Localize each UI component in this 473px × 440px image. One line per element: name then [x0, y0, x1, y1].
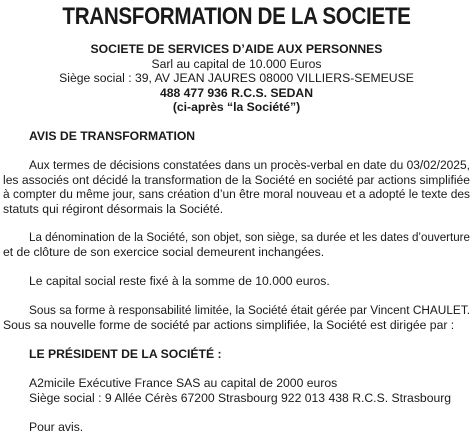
page-title: TRANSFORMATION DE LA SOCIETE — [62, 3, 411, 30]
paragraph-decisions-line-2: les associés ont décidé la transformation de la Société en société par actions simplifiée — [3, 172, 471, 187]
paragraph-decisions-line-3: à compter du même jour, sans création d’un être moral nouveau et a adopté le texte des — [3, 187, 470, 202]
paragraph-management-line-1: Sous sa forme à responsabilité limitée, la Société était gérée par Vincent CHAULET. — [29, 303, 471, 317]
paragraph-management-line-2: Sous sa nouvelle forme de société par actions simplifiée, la Société est dirigée par : — [3, 317, 455, 332]
notice-heading: AVIS DE TRANSFORMATION — [29, 129, 196, 143]
president-line-2: Siège social : 9 Allée Cérès 67200 Strasbourg 922 013 438 R.C.S. Strasbourg — [29, 390, 452, 405]
paragraph-denomination — [3, 230, 470, 259]
paragraph-decisions-line-1: Aux termes de décisions constatées dans un procès-verbal en date du 03/02/2025, — [29, 158, 470, 172]
paragraph-decisions-line-4: statuts qui régiront désormais la Société. — [3, 201, 224, 216]
paragraph-denomination-line-2: et de clôture de son exercice social demeurent inchangées. — [3, 244, 325, 259]
paragraph-denomination-line-1: La dénomination de la Société, son objet, son siège, sa durée et les dates d’ouverture — [29, 230, 471, 244]
president-details — [3, 376, 470, 405]
company-capital: Sarl au capital de 10.000 Euros — [151, 56, 322, 71]
notice-heading-block — [3, 129, 470, 144]
president-heading: LE PRÉSIDENT DE LA SOCIÉTÉ : — [29, 347, 222, 361]
company-alias: (ci-après “la Société”) — [172, 100, 301, 115]
company-header — [0, 42, 473, 115]
paragraph-capital-line-1: Le capital social reste fixé à la somme de 10.000 euros. — [29, 274, 330, 288]
company-name: SOCIETE DE SERVICES D’AIDE AUX PERSONNES — [90, 42, 383, 56]
closing-text: Pour avis. — [29, 420, 84, 434]
closing-block — [3, 420, 470, 435]
president-line-1: A2micile Exécutive France SAS au capital de 2000 euros — [29, 376, 338, 390]
paragraph-management — [3, 303, 470, 332]
paragraph-decisions — [3, 158, 470, 216]
company-rcs: 488 477 936 R.C.S. SEDAN — [159, 85, 314, 100]
company-seat: Siège social : 39, AV JEAN JAURES 08000 VILLIERS-SEMEUSE — [59, 71, 414, 86]
paragraph-capital — [3, 274, 470, 289]
president-heading-block — [3, 347, 470, 362]
